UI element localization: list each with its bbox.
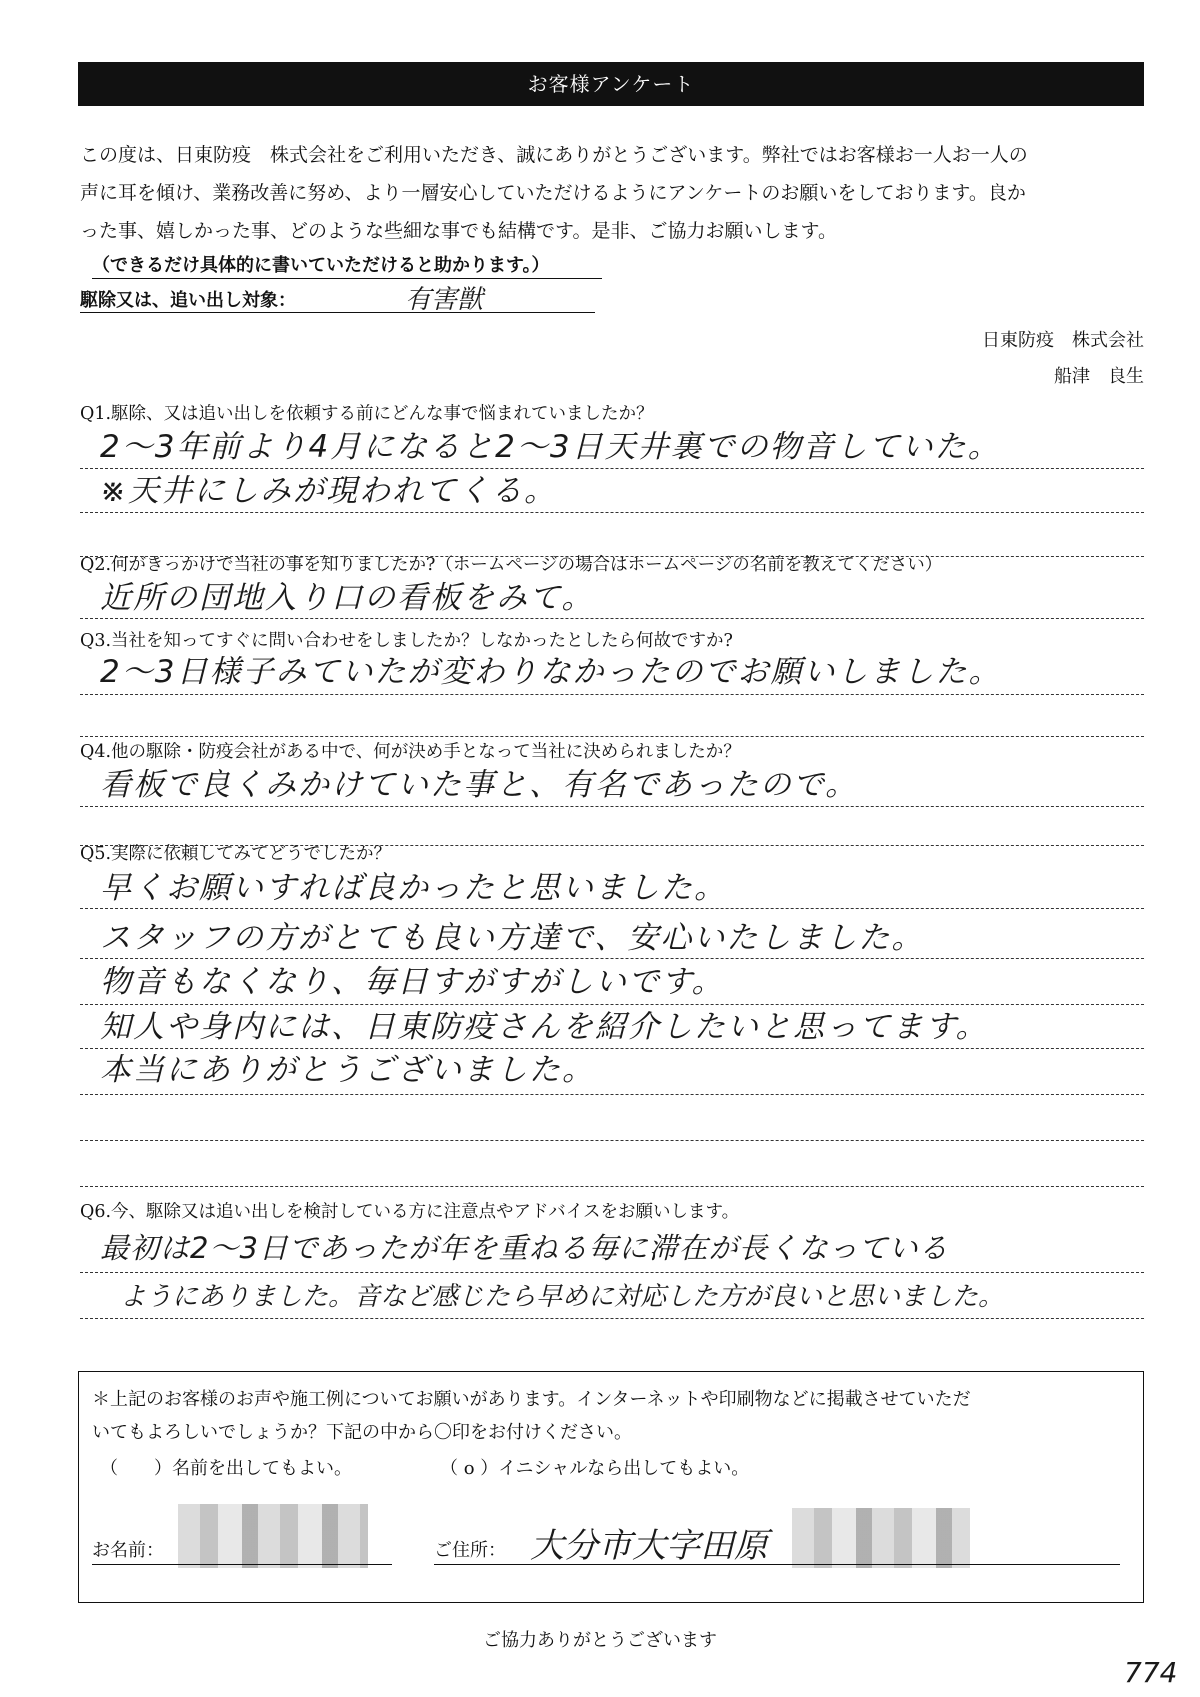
- consent-text: いてもよろしいでしょうか？下記の中から〇印をお付けください。: [92, 1422, 632, 1443]
- target-value: 有害獣: [405, 285, 484, 315]
- question-4-label: Q4.他の駆除・防疫会社がある中で、何が決め手となって当社に決められましたか？: [80, 742, 741, 762]
- question-3-answer: 2～3日様子みていたが変わりなかったのでお願いしました。: [100, 654, 1002, 690]
- answer-line: [80, 1094, 1144, 1095]
- answer-line: [80, 1272, 1144, 1273]
- page-number: 774: [1124, 1656, 1178, 1689]
- redacted-address: [792, 1508, 970, 1568]
- survey-title: お客様アンケート: [78, 62, 1144, 106]
- note-underline: [92, 278, 602, 279]
- question-5-answer: 本当にありがとうございました。: [100, 1052, 595, 1088]
- question-5-label: Q5.実際に依頼してみてどうでしたか？: [80, 844, 392, 864]
- question-1-label: Q1.駆除、又は追い出しを依頼する前にどんな事で悩まれていましたか？: [80, 404, 654, 424]
- intro-paragraph: [80, 136, 1144, 250]
- answer-line: [80, 618, 1144, 619]
- redacted-name: [178, 1504, 368, 1568]
- target-underline: [80, 312, 595, 313]
- answer-line: [80, 908, 1144, 909]
- answer-line: [80, 1318, 1144, 1319]
- intro-line: この度は、日東防疫 株式会社をご利用いただき、誠にありがとうございます。弊社ではお客様お一人お一人の: [80, 144, 1028, 166]
- intro-line: った事、嬉しかった事、どのような些細な事でも結構です。是非、ご協力お願いします。: [80, 220, 837, 242]
- question-6-answer: 最初は2～3日であったが年を重ねる毎に滞在が長くなっている: [100, 1231, 949, 1265]
- address-value: 大分市大字田原: [530, 1526, 768, 1566]
- answer-line: [80, 512, 1144, 513]
- name-label: お名前：: [92, 1540, 164, 1561]
- question-4-answer: 看板で良くみかけていた事と、有名であったので。: [100, 767, 859, 803]
- answer-line: [80, 694, 1144, 695]
- question-2-answer: 近所の団地入り口の看板をみて。: [100, 580, 595, 616]
- address-underline: [434, 1564, 1120, 1565]
- consent-option-initials: （ o ）イニシャルなら出してもよい。: [440, 1458, 750, 1479]
- question-5-answer: 知人や身内には、日東防疫さんを紹介したいと思ってます。: [100, 1009, 989, 1045]
- intro-line: 声に耳を傾け、業務改善に努め、より一層安心していただけるようにアンケートのお願いをしております。良か: [80, 182, 1026, 204]
- consent-option-name: （ ）名前を出してもよい。: [100, 1458, 352, 1479]
- question-1-answer: 2～3年前より4月になると2～3日天井裏での物音していた。: [100, 429, 1001, 465]
- question-6-label: Q6.今、駆除又は追い出しを検討している方に注意点やアドバイスをお願いします。: [80, 1202, 740, 1222]
- question-5-answer: 早くお願いすれば良かったと思いました。: [100, 870, 727, 906]
- question-6-answer: ようにありました。音など感じたら早めに対応した方が良いと思いました。: [120, 1282, 1005, 1312]
- name-underline: [92, 1564, 392, 1565]
- company-name: 日東防疫 株式会社: [982, 330, 1144, 351]
- address-label: ご住所：: [434, 1540, 506, 1561]
- answer-line: [80, 1186, 1144, 1187]
- target-label: 駆除又は、追い出し対象：: [80, 290, 296, 311]
- question-5-answer: 物音もなくなり、毎日すがすがしいです。: [100, 964, 725, 1000]
- question-3-label: Q3.当社を知ってすぐに問い合わせをしましたか？しなかったとしたら何故ですか?: [80, 631, 733, 651]
- question-5-answer: スタッフの方がとても良い方達で、安心いたしました。: [100, 920, 925, 956]
- answer-line: [80, 1140, 1144, 1141]
- intro-note: （できるだけ具体的に書いていただけると助かります。）: [92, 255, 550, 276]
- answer-line: [80, 806, 1144, 807]
- question-2-label: Q2.何がきっかけで当社の事を知りましたか?（ホームページの場合はホームページの名前を教えてください）: [80, 555, 943, 575]
- representative-name: 船津 良生: [1054, 366, 1144, 387]
- question-1-answer: ※天井にしみが現われてくる。: [100, 473, 557, 509]
- answer-line: [80, 736, 1144, 737]
- thanks-footer: ご協力ありがとうございます: [483, 1630, 717, 1651]
- consent-text: ＊上記のお客様のお声や施工例についてお願いがあります。インターネットや印刷物などに掲載させていただ: [92, 1389, 971, 1410]
